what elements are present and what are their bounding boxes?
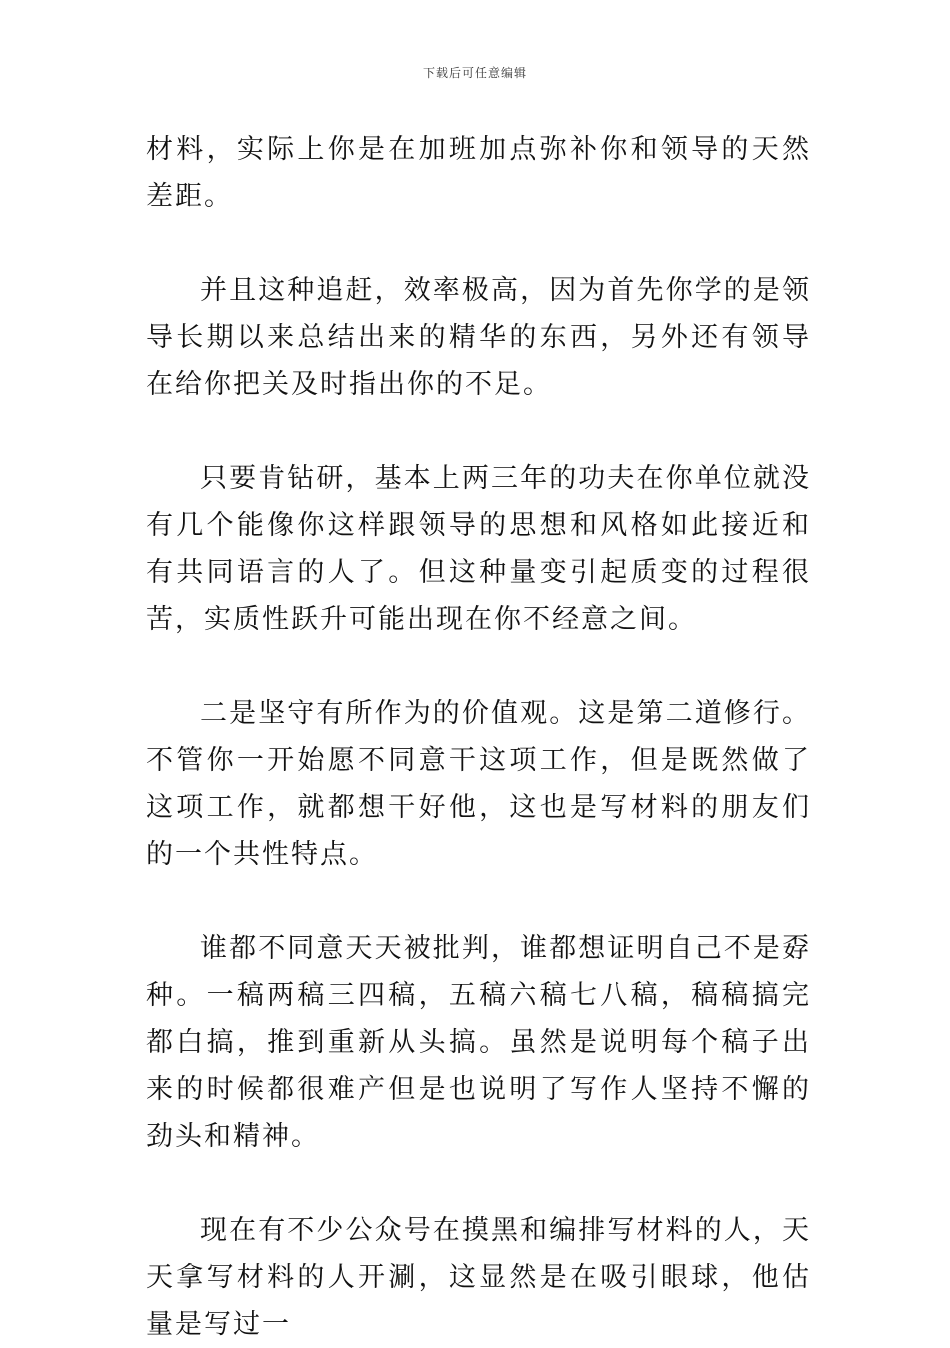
page-header: 下载后可任意编辑	[422, 66, 527, 80]
paragraph-continuation: 材料，实际上你是在加班加点弥补你和领导的天然差距。	[146, 134, 811, 212]
paragraph: 并且这种追赶，效率极高，因为首先你学的是领导长期以来总结出来的精华的东西，另外还有领导在给你把关及时指出你的不足。	[146, 275, 811, 400]
paragraph: 现在有不少公众号在摸黑和编排写材料的人，天天拿写材料的人开涮，这显然是在吸引眼球，他估量是写过一	[146, 1215, 811, 1340]
paragraph: 只要肯钻研，基本上两三年的功夫在你单位就没有几个能像你这样跟领导的思想和风格如此接近和有共同语言的人了。但这种量变引起质变的过程很苦，实质性跃升可能出现在你不经意之间。	[146, 463, 811, 635]
paragraph: 谁都不同意天天被批判，谁都想证明自己不是孬种。一稿两稿三四稿，五稿六稿七八稿，稿稿搞完都白搞，推到重新从头搞。虽然是说明每个稿子出来的时候都很难产但是也说明了写作人坚持不懈的劲头和精神。	[146, 933, 811, 1152]
paragraph: 二是坚守有所作为的价值观。这是第二道修行。不管你一开始愿不同意干这项工作，但是既然做了这项工作，就都想干好他，这也是写材料的朋友们的一个共性特点。	[146, 698, 811, 870]
document-body	[146, 126, 811, 1348]
